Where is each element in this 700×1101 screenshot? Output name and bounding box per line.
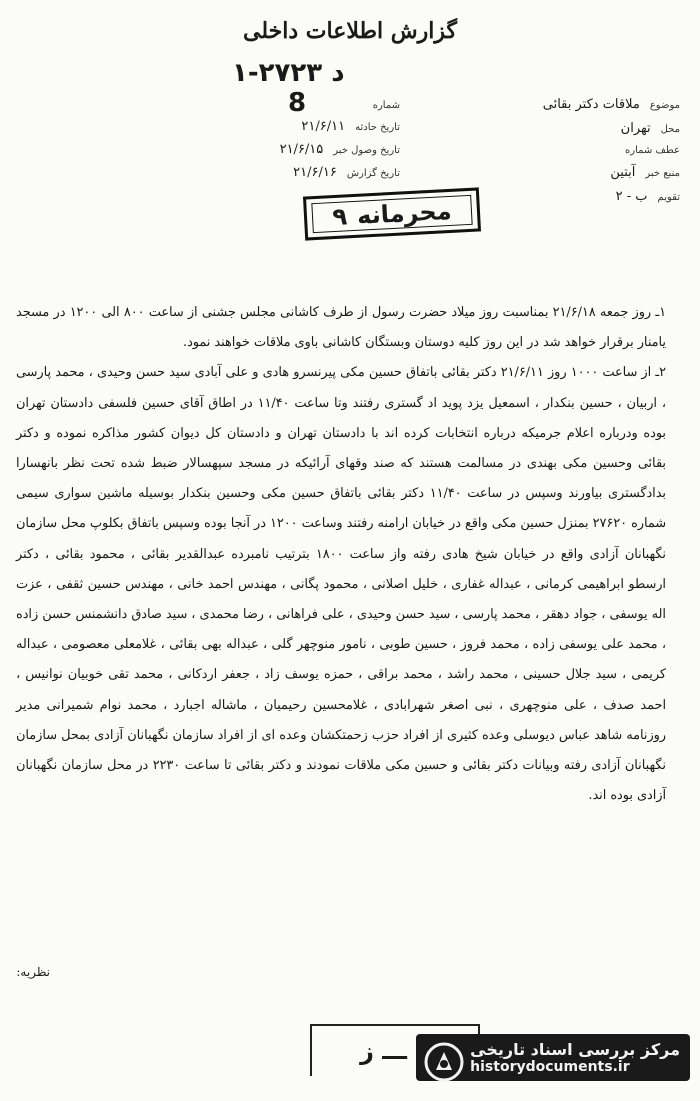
left-meta-block	[205, 100, 400, 188]
meta-row-rating	[480, 189, 680, 204]
right-meta-block	[480, 97, 680, 213]
bottom-stamp: ـــ ز	[310, 1024, 480, 1076]
meta-label: عطف شماره	[625, 145, 680, 156]
meta-row-place	[480, 121, 680, 136]
watermark-url[interactable]: historydocuments.ir	[470, 1059, 630, 1075]
meta-row-number	[205, 100, 400, 111]
meta-label: موضوع	[649, 100, 680, 111]
meta-label: تاریخ گزارش	[346, 168, 400, 179]
meta-row-subject	[480, 97, 680, 112]
note-label: نظریه:	[16, 965, 50, 979]
archive-watermark	[416, 1034, 690, 1081]
meta-value: ۲۱/۶/۱۵	[279, 142, 324, 157]
archive-logo-icon	[424, 1042, 464, 1082]
confidential-stamp	[303, 187, 481, 240]
report-body	[16, 298, 666, 811]
meta-value: ۲۱/۶/۱۱	[301, 119, 346, 134]
watermark-title: مرکز بررسی اسناد تاریخی	[470, 1040, 680, 1059]
meta-row-received-date	[205, 142, 400, 157]
stamp-number: ۹	[331, 202, 348, 232]
meta-row-reference	[480, 145, 680, 156]
meta-label: محل	[660, 124, 680, 135]
meta-label: تقویم	[657, 192, 680, 203]
meta-row-report-date	[205, 165, 400, 180]
meta-row-event-date	[205, 119, 400, 134]
paragraph-1: ۱ـ روز جمعه ۲۱/۶/۱۸ بمناسبت روز میلاد حضرت رسول از طرف کاشانی مجلس جشنی از ساعت ۸۰۰ الی ۱۲۰۰ در مسجد یامنار برقرار خواهد شد در این روز کلیه دوستان وبستگان کاشانی باوی ملاقات خواهند نمود.	[16, 305, 666, 351]
meta-label: تاریخ حادثه	[355, 122, 400, 133]
paragraph-2: ۲ـ از ساعت ۱۰۰۰ روز ۲۱/۶/۱۱ دکتر بقائی باتفاق حسین مکی پیرنسرو هادی و علی آبادی سید حسن وحیدی ، محمد پارسی ، اربیان ، حسین بنکدار ، اسمعیل یزد پوید اد گستری رفتند وتا ساعت ۱۱/۴۰ در اطاق آقای حسین فلسفی دادستان تهران بوده ودرباره اعلام جرمیکه درباره انتخابات کرده اند با دادستان تهران و دادستان کل دیوان کشور مذاکره نموده و دکتر بقائی وحسین مکی بهندی در مسالمت هستند که صند وقهای آرائیکه در مسجد سپهسالار ضبط شده تحت نظر بانهسارا بدادگستری بیاورند وسپس در ساعت ۱۱/۴۰ دکتر بقائی باتفاق حسین مکی وحسین بنکدار بوسیله ماشین سواری سیمی شماره ۲۷۶۲۰ بمنزل حسین مکی واقع در خیابان ارامنه رفتند وساعت ۱۲۰۰ در آنجا بوده وسپس باتفاق بکلوپ محل سازمان نگهبانان آزادی واقع در خیابان شیخ هادی رفته واز ساعت ۱۸۰۰ بترتیب نامبرده عبدالقدیر بقائی ، محمود بقائی ، دکتر ارسطو ابراهیمی کرمانی ، عبداله غفاری ، خلیل اصلانی ، محمود پگانی ، مهندس احمد خانی ، مهندس حسین ثقفی ، عزت اله یوسفی ، جواد دهقر ، محمد پارسی ، سید حسن وحیدی ، علی فراهانی ، رضا محمدی ، سید صادق دانشمنس حسن زاده ، محمد علی یوسفی زاده ، محمد فروز ، حسین طوبی ، نامور منوچهر گلی ، عبداله بهی بقائی ، غلامعلی معصومی ، عبداله کریمی ، سید جلال حسینی ، محمد راشد ، محمد براقی ، حمزه یوسف زاد ، جعفر اردکانی ، محمد تقی خوبیان نوانیس ، احمد صدف ، علی منوچهری ، نبی اصغر شهرابادی ، غلامحسین رحیمیان ، ماشاله اجبارد ، محمد نوام شمیرانی مدیر روزنامه شاهد عباس دیوسلی وعده کثیری از افراد حزب زحمتکشان وعده ای از افراد سازمان نگهبانان آزادی بمحل سازمان نگهبانان آزادی رفته وبیانات دکتر بقائی و حسین مکی ملاقات نمودند و دکتر بقائی تا ساعت ۲۲۳۰ در محل سازمان نگهبانان آزادی بوده اند.	[16, 365, 667, 804]
meta-value: ب - ۲	[615, 189, 648, 204]
meta-value: آبتین	[610, 165, 636, 180]
meta-value: ملاقات دکتر بقائی	[542, 97, 640, 112]
meta-row-source	[480, 165, 680, 180]
meta-label: منبع خبر	[645, 168, 680, 179]
meta-value: ۲۱/۶/۱۶	[293, 165, 337, 180]
meta-value: تهران	[620, 121, 651, 136]
handwritten-number: ۱-د ۲۷۲۳	[232, 58, 345, 88]
report-title: گزارش اطلاعات داخلی	[243, 18, 457, 44]
handwritten-ref: 8	[288, 88, 307, 118]
meta-label: شماره	[372, 100, 400, 111]
meta-label: تاریخ وصول خبر	[333, 145, 400, 156]
stamp-text: محرمانه	[356, 196, 453, 230]
